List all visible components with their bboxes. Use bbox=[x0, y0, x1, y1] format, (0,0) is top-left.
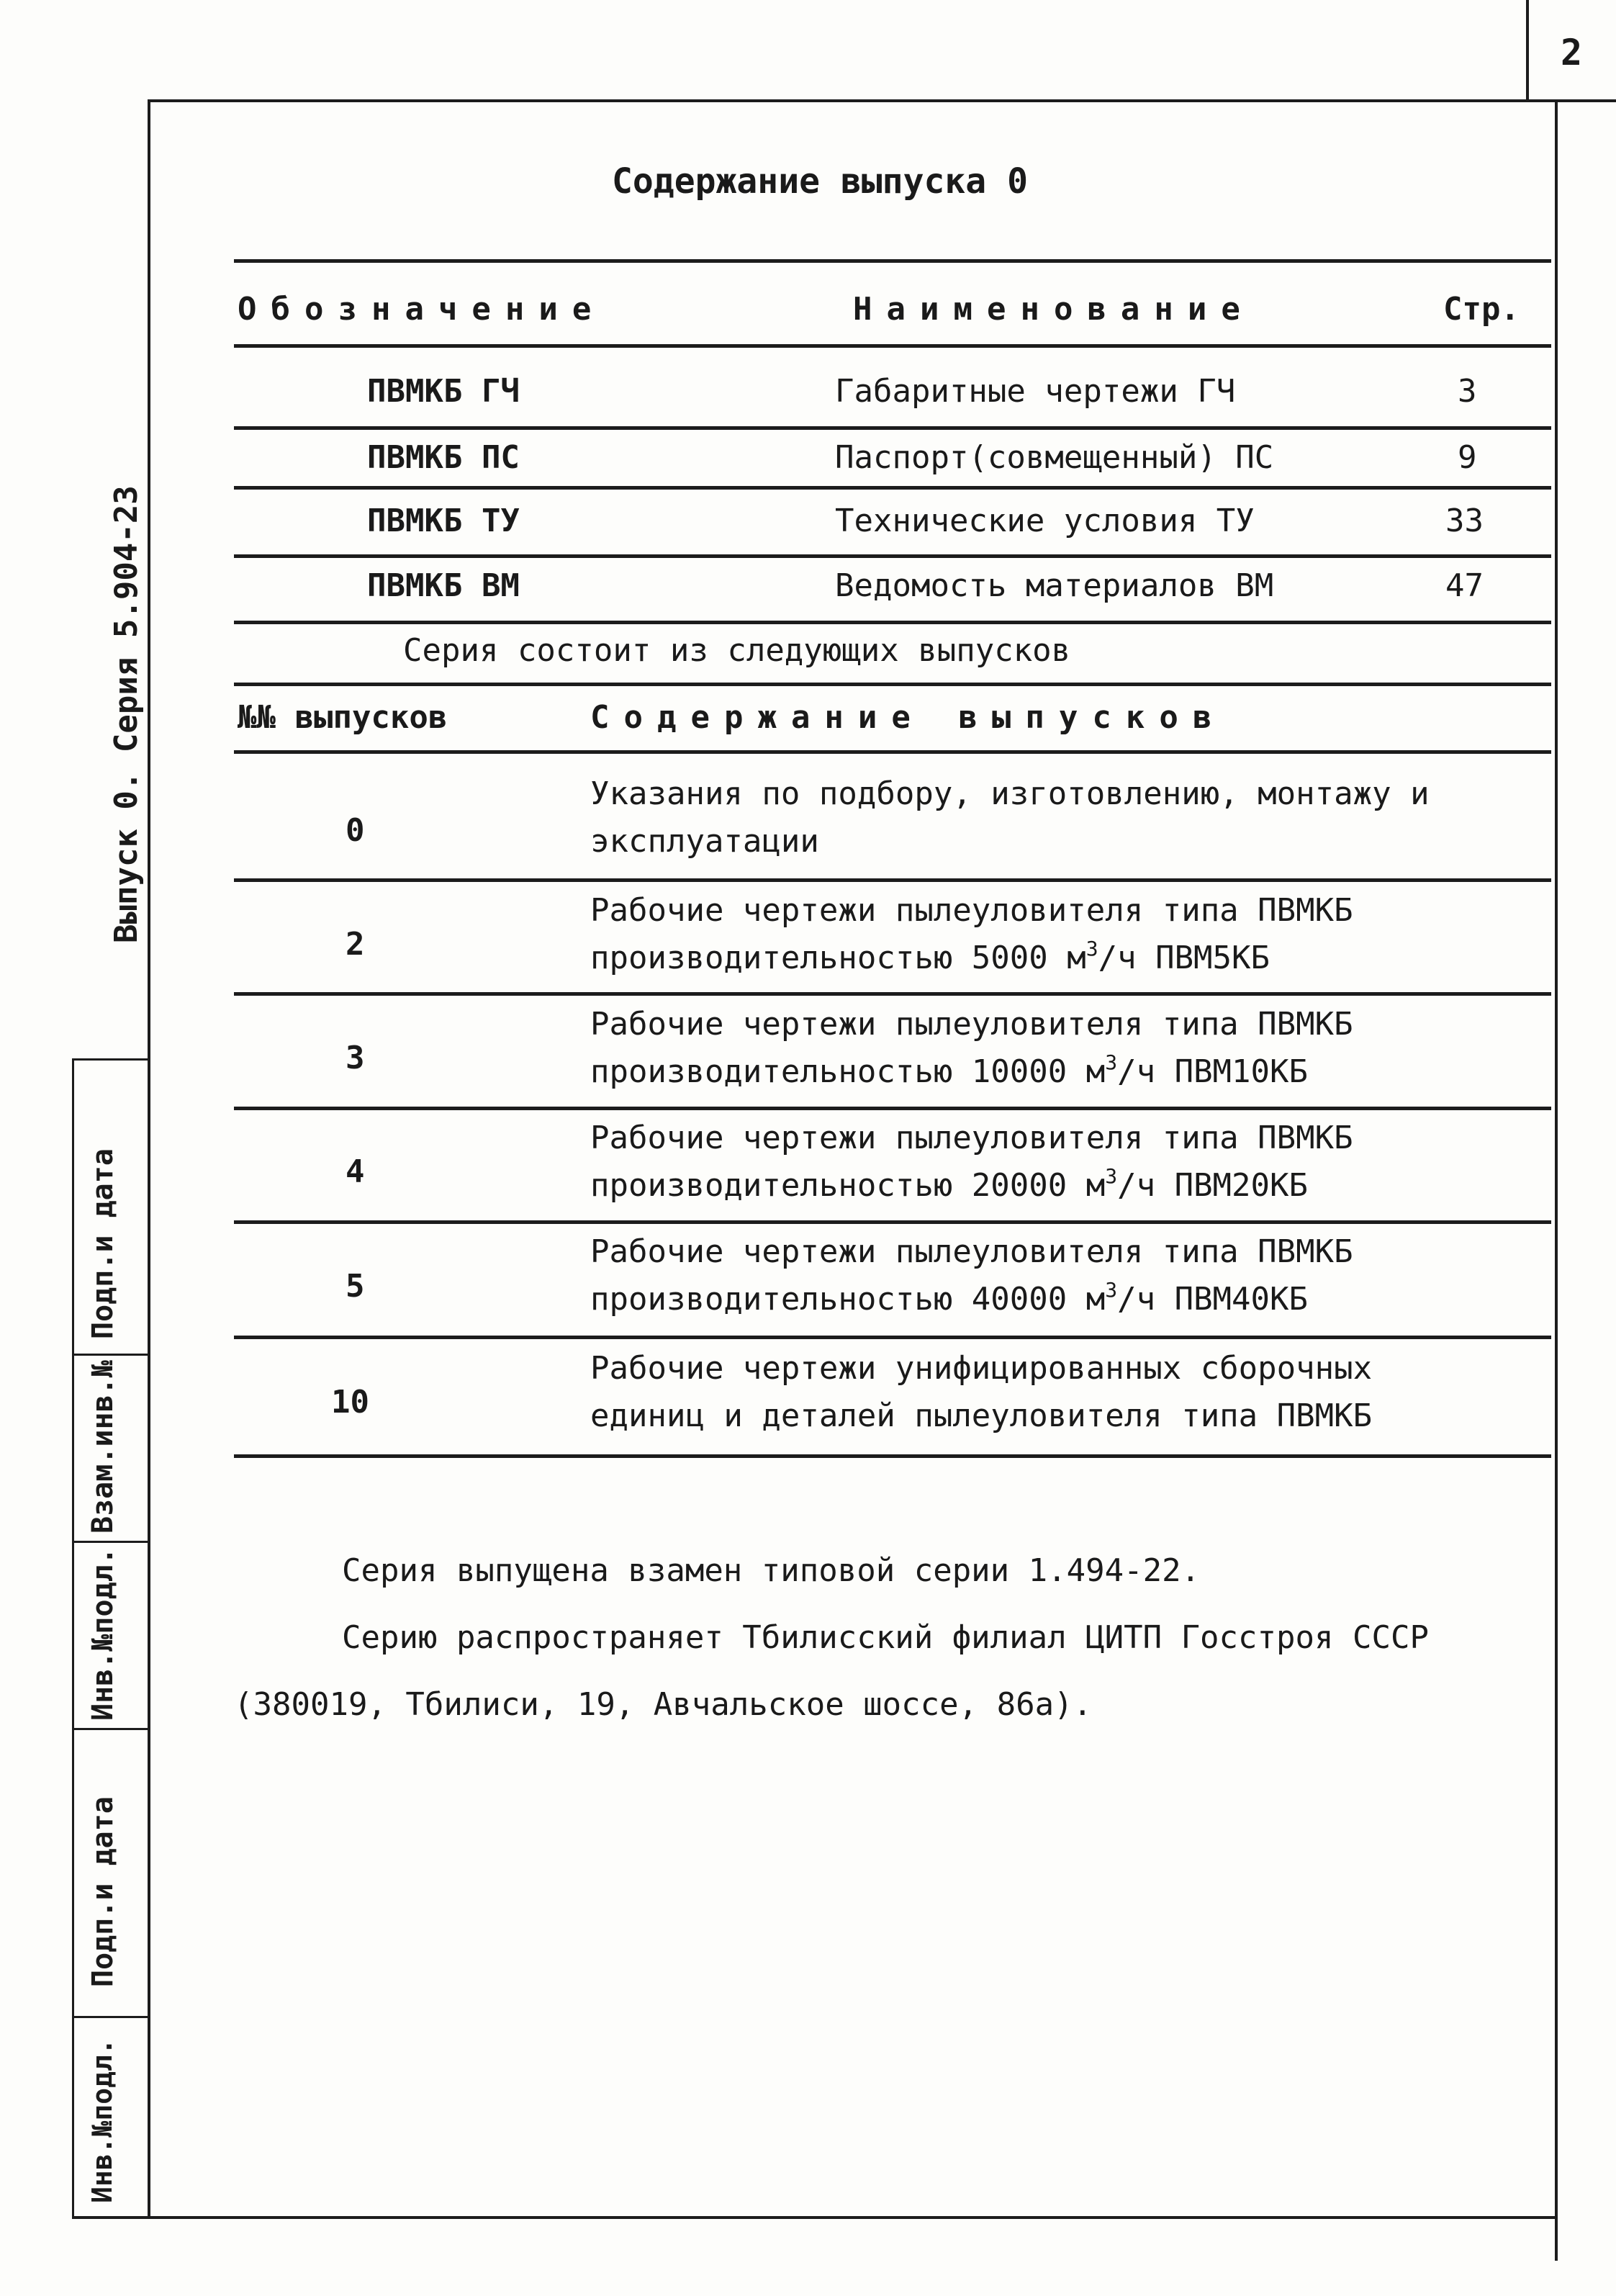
table2-row-rule bbox=[234, 992, 1551, 996]
table2-row-content-line2: эксплуатации bbox=[590, 823, 819, 860]
table2-row-number: 5 bbox=[346, 1268, 365, 1305]
series-heading: Серия состоит из следующих выпусков bbox=[403, 632, 1071, 669]
table2-header-content: Содержание выпусков bbox=[590, 699, 1227, 736]
line2-unit: /ч ПВМ20КБ bbox=[1117, 1167, 1309, 1204]
table1-row-rule bbox=[234, 554, 1551, 558]
table2-row-rule bbox=[234, 878, 1551, 882]
table2-row-number: 0 bbox=[346, 812, 365, 849]
line2-unit: /ч ПВМ10КБ bbox=[1117, 1053, 1309, 1090]
table2-row-content-line2: единиц и деталей пылеуловителя типа ПВМКБ bbox=[590, 1397, 1373, 1434]
table2-row-rule bbox=[234, 1220, 1551, 1224]
table1-top-rule bbox=[234, 259, 1551, 263]
table1-row-designation: ПВМКБ ТУ bbox=[367, 503, 520, 539]
table2-row-content-line1: Рабочие чертежи унифицированных сборочных bbox=[590, 1350, 1373, 1387]
table1-header-rule bbox=[234, 344, 1551, 348]
page-number-box-left bbox=[1526, 0, 1529, 101]
table2-row-content-line1: Рабочие чертежи пылеуловителя типа ПВМКБ bbox=[590, 1006, 1353, 1043]
frame-left-border bbox=[148, 101, 150, 2218]
stamp-divider bbox=[72, 1354, 148, 1356]
frame-bottom-border bbox=[72, 2216, 1558, 2219]
table1-header-page: Стр. bbox=[1443, 291, 1520, 328]
table2-row-content-line1: Рабочие чертежи пылеуловителя типа ПВМКБ bbox=[590, 1120, 1353, 1156]
line2-text: производительностью 20000 м bbox=[590, 1167, 1106, 1204]
frame-right-border bbox=[1555, 101, 1558, 2261]
table2-row-number: 10 bbox=[331, 1384, 369, 1421]
stamp-original-inventory: Инв.№подл. bbox=[86, 2038, 118, 2203]
table2-bottom-rule bbox=[234, 1454, 1551, 1458]
table2-row-content-line2 bbox=[590, 1048, 1308, 1096]
stamp-replacement-inv: Взам.инв.№ bbox=[86, 1360, 119, 1534]
table1-row-name: Паспорт(совмещенный) ПС bbox=[835, 439, 1274, 476]
table2-header-number: №№ выпусков bbox=[238, 699, 448, 736]
page-number: 2 bbox=[1561, 32, 1583, 73]
stamp-sign-date: Подп.и дата bbox=[86, 1148, 119, 1339]
table2-row-content-line2 bbox=[590, 1276, 1308, 1323]
table1-row-name: Габаритные чертежи ГЧ bbox=[835, 373, 1236, 410]
page-title: Содержание выпуска 0 bbox=[612, 161, 1028, 202]
line2-text: производительностью 10000 м bbox=[590, 1053, 1106, 1090]
table1-row-page: 33 bbox=[1445, 503, 1484, 539]
cubic-exponent: 3 bbox=[1105, 1164, 1118, 1188]
stamp-divider bbox=[72, 1541, 148, 1543]
stamp-divider bbox=[72, 1728, 148, 1730]
footer-address: (380019, Тбилиси, 19, Авчальское шоссе, 86а). bbox=[234, 1686, 1093, 1723]
table2-row-number: 4 bbox=[346, 1153, 365, 1190]
table2-row-content-line1: Рабочие чертежи пылеуловителя типа ПВМКБ bbox=[590, 892, 1353, 929]
footer-distributor-note: Серию распространяет Тбилисский филиал ЦИТП Госстроя СССР bbox=[342, 1619, 1429, 1656]
table1-row-name: Ведомость материалов ВМ bbox=[835, 567, 1274, 604]
table2-row-number: 3 bbox=[346, 1040, 365, 1076]
cubic-exponent: 3 bbox=[1105, 1050, 1118, 1074]
table1-row-rule bbox=[234, 486, 1551, 490]
table1-row-name: Технические условия ТУ bbox=[835, 503, 1255, 539]
stamp-inventory-number: Инв.№подл. bbox=[86, 1547, 119, 1721]
stamp-sign-date-2: Подп.и дата bbox=[86, 1796, 119, 1987]
table1-row-page: 3 bbox=[1458, 373, 1477, 410]
table2-top-rule bbox=[234, 683, 1551, 686]
table1-row-designation: ПВМКБ ВМ bbox=[367, 567, 520, 604]
stamp-divider bbox=[72, 2016, 148, 2018]
stamp-column-left bbox=[72, 1058, 74, 2218]
footer-replacement-note: Серия выпущена взамен типовой серии 1.494-22. bbox=[342, 1552, 1201, 1589]
table1-row-designation: ПВМКБ ГЧ bbox=[367, 373, 520, 410]
table1-row-page: 9 bbox=[1458, 439, 1477, 476]
table1-bottom-rule bbox=[234, 621, 1551, 624]
stamp-divider bbox=[72, 1058, 148, 1061]
cubic-exponent: 3 bbox=[1105, 1278, 1118, 1302]
side-series-label: Выпуск 0. Серия 5.904-23 bbox=[108, 485, 145, 943]
frame-top-border bbox=[148, 99, 1616, 102]
table2-row-rule bbox=[234, 1336, 1551, 1339]
table2-row-number: 2 bbox=[346, 926, 365, 963]
table2-header-rule bbox=[234, 750, 1551, 754]
table1-row-designation: ПВМКБ ПС bbox=[367, 439, 520, 476]
table1-header-designation: Обозначение bbox=[238, 291, 606, 328]
line2-unit: /ч ПВМ40КБ bbox=[1117, 1281, 1309, 1318]
table2-row-content-line2 bbox=[590, 1162, 1308, 1210]
cubic-exponent: 3 bbox=[1085, 937, 1098, 960]
table1-row-rule bbox=[234, 426, 1551, 430]
table1-row-page: 47 bbox=[1445, 567, 1484, 604]
table2-row-content-line2 bbox=[590, 935, 1270, 982]
table1-header-name: Наименование bbox=[853, 291, 1255, 328]
table2-row-content-line1: Указания по подбору, изготовлению, монтажу и bbox=[590, 775, 1430, 812]
table2-row-content-line1: Рабочие чертежи пылеуловителя типа ПВМКБ bbox=[590, 1233, 1353, 1270]
line2-text: производительностью 5000 м bbox=[590, 940, 1086, 976]
line2-text: производительностью 40000 м bbox=[590, 1281, 1106, 1318]
line2-unit: /ч ПВМ5КБ bbox=[1098, 940, 1270, 976]
table2-row-rule bbox=[234, 1107, 1551, 1110]
